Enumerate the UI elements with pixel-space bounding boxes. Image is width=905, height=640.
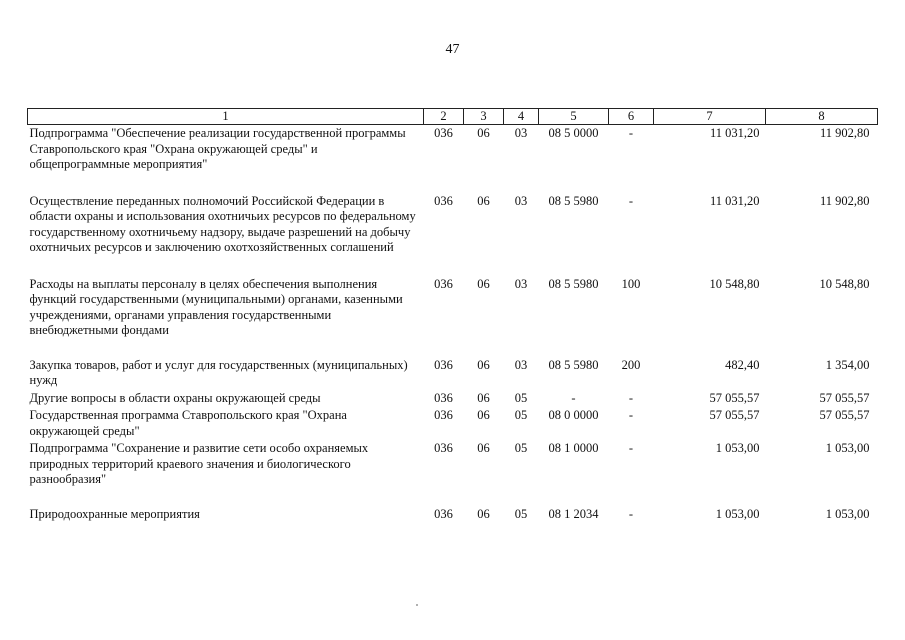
row-amount-col7: 11 031,20 bbox=[709, 193, 760, 208]
row-amount-col8: 11 902,80 bbox=[819, 193, 870, 208]
row-amount-col8: 1 354,00 bbox=[825, 357, 870, 372]
column-header: 2 bbox=[424, 109, 464, 125]
row-amount-col8: 57 055,57 bbox=[819, 390, 870, 405]
row-target-code: 08 5 0000 bbox=[548, 126, 599, 140]
row-subsection-code: 03 bbox=[514, 193, 528, 208]
row-expense-type: - bbox=[628, 390, 634, 405]
column-header: 4 bbox=[504, 109, 539, 125]
row-ministry-code: 036 bbox=[434, 506, 453, 521]
row-ministry-code: 036 bbox=[434, 126, 453, 140]
row-subsection-code: 05 bbox=[514, 408, 528, 422]
budget-table bbox=[27, 108, 878, 523]
row-expense-type: 100 bbox=[621, 276, 641, 291]
row-expense-type: 200 bbox=[621, 357, 641, 372]
row-section-code: 06 bbox=[477, 126, 490, 140]
row-expense-type: - bbox=[628, 506, 634, 521]
row-target-code: 08 1 2034 bbox=[548, 506, 599, 521]
row-target-code: - bbox=[571, 390, 576, 405]
table-row bbox=[28, 440, 878, 506]
row-ministry-code: 036 bbox=[434, 408, 453, 422]
column-header: 8 bbox=[766, 109, 878, 125]
row-name: Расходы на выплаты персоналу в целях обеспечения выполнения функций государственными (муниципальными) органами, казенными учреждениями, органами управления государственными внебюджетными фондами bbox=[29, 276, 403, 337]
scan-speck bbox=[416, 604, 418, 606]
row-expense-type: - bbox=[628, 193, 634, 208]
row-amount-col8: 11 902,80 bbox=[819, 126, 870, 140]
row-target-code: 08 5 5980 bbox=[548, 193, 599, 208]
row-section-code: 06 bbox=[477, 193, 490, 208]
column-header: 5 bbox=[539, 109, 609, 125]
table-row bbox=[28, 506, 878, 524]
row-subsection-code: 03 bbox=[514, 357, 528, 372]
row-section-code: 06 bbox=[477, 506, 490, 521]
column-header: 6 bbox=[609, 109, 654, 125]
row-name: Природоохранные мероприятия bbox=[29, 506, 200, 521]
row-amount-col8: 57 055,57 bbox=[819, 408, 870, 422]
row-subsection-code: 05 bbox=[514, 506, 528, 521]
table-row bbox=[28, 407, 878, 440]
row-amount-col7: 1 053,00 bbox=[715, 441, 760, 455]
row-expense-type: - bbox=[628, 441, 634, 455]
row-name: Закупка товаров, работ и услуг для государственных (муниципальных) нужд bbox=[29, 357, 408, 387]
row-ministry-code: 036 bbox=[434, 276, 453, 291]
row-target-code: 08 0 0000 bbox=[548, 408, 599, 422]
table-row bbox=[28, 357, 878, 390]
row-amount-col7: 57 055,57 bbox=[709, 408, 760, 422]
row-amount-col7: 1 053,00 bbox=[715, 506, 760, 521]
table-row bbox=[28, 125, 878, 193]
row-amount-col7: 482,40 bbox=[725, 357, 760, 372]
table-row bbox=[28, 276, 878, 357]
row-ministry-code: 036 bbox=[434, 357, 453, 372]
row-name: Подпрограмма "Сохранение и развитие сети особо охраняемых природных территорий краевого значения и биологического разнообразия" bbox=[29, 441, 369, 486]
row-section-code: 06 bbox=[477, 408, 490, 422]
column-header: 3 bbox=[464, 109, 504, 125]
row-amount-col8: 10 548,80 bbox=[819, 276, 870, 291]
row-amount-col7: 57 055,57 bbox=[709, 390, 760, 405]
column-header: 1 bbox=[28, 109, 424, 125]
row-expense-type: - bbox=[628, 126, 634, 140]
row-target-code: 08 1 0000 bbox=[548, 441, 599, 455]
table-row bbox=[28, 390, 878, 408]
column-header: 7 bbox=[654, 109, 766, 125]
row-name: Другие вопросы в области охраны окружающей среды bbox=[29, 390, 321, 405]
row-amount-col7: 11 031,20 bbox=[709, 126, 760, 140]
row-target-code: 08 5 5980 bbox=[548, 276, 599, 291]
row-amount-col8: 1 053,00 bbox=[825, 506, 870, 521]
row-ministry-code: 036 bbox=[434, 193, 453, 208]
row-section-code: 06 bbox=[477, 357, 490, 372]
column-header-row bbox=[28, 109, 878, 125]
row-subsection-code: 03 bbox=[514, 126, 528, 140]
row-subsection-code: 05 bbox=[514, 441, 528, 455]
row-amount-col7: 10 548,80 bbox=[709, 276, 760, 291]
row-target-code: 08 5 5980 bbox=[548, 357, 599, 372]
row-name: Осуществление переданных полномочий Российской Федерации в области охраны и использования охотничьих ресурсов по федеральному государственному охотничьему надзору, выдаче разрешений на добычу охотничьих ресурсов и заключению охотхозяйственных соглашений bbox=[29, 193, 416, 254]
row-ministry-code: 036 bbox=[434, 441, 453, 455]
row-expense-type: - bbox=[628, 408, 634, 422]
page-number: 47 bbox=[445, 42, 460, 57]
row-subsection-code: 05 bbox=[514, 390, 528, 405]
row-section-code: 06 bbox=[477, 276, 490, 291]
row-subsection-code: 03 bbox=[514, 276, 528, 291]
row-name: Государственная программа Ставропольского края "Охрана окружающей среды" bbox=[29, 408, 347, 438]
row-name: Подпрограмма "Обеспечение реализации государственной программы Ставропольского края "Охрана окружающей среды" и общепрограммные мероприятия" bbox=[29, 126, 406, 171]
row-amount-col8: 1 053,00 bbox=[825, 441, 870, 455]
row-ministry-code: 036 bbox=[434, 390, 453, 405]
row-section-code: 06 bbox=[477, 441, 490, 455]
row-section-code: 06 bbox=[477, 390, 490, 405]
table-row bbox=[28, 193, 878, 276]
